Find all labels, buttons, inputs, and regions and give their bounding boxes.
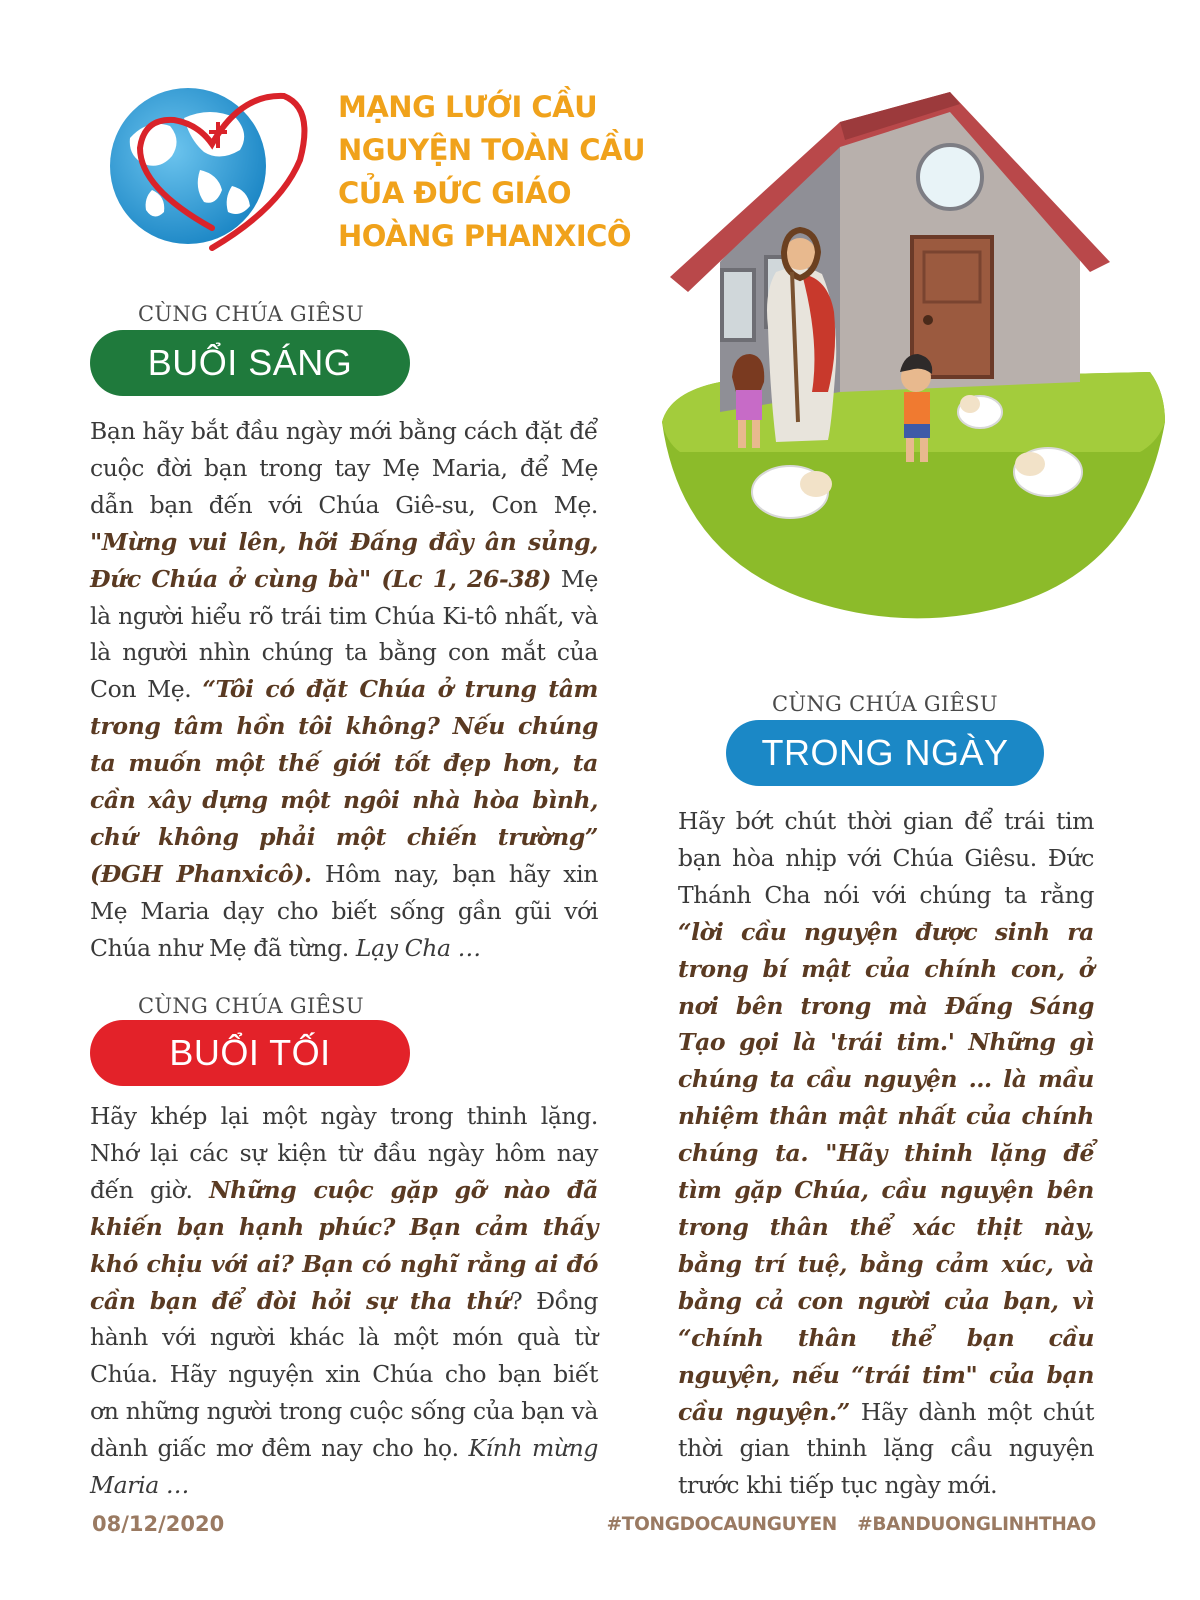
evening-quote: Những cuộc gặp gỡ nào đã khiến bạn hạnh phúc? Bạn cảm thấy khó chịu với ai? Bạn có nghĩ rằng ai đó cần bạn để đòi hỏi sự tha thứ — [90, 1175, 599, 1315]
morning-text: Bạn hãy bắt đầu ngày mới bằng cách đặt để cuộc đời bạn trong tay Mẹ Maria, để Mẹ dẫn bạn đến với Chúa Giê-su, Con Mẹ. — [90, 417, 598, 519]
globe-heart-logo-icon — [100, 78, 315, 258]
day-text: Hãy bớt chút thời gian để trái tim bạn hòa nhịp với Chúa Giêsu. Đức Thánh Cha nói với chúng ta rằng — [678, 807, 1094, 909]
day-kicker: CÙNG CHÚA GIÊSU — [772, 692, 998, 716]
morning-quote: "Mừng vui lên, hỡi Đấng đầy ân sủng, Đức Chúa ở cùng bà" (Lc 1, 26-38) — [90, 527, 598, 593]
hashtag: #BANDUONGLINHTHAO — [857, 1514, 1096, 1535]
jesus-house-illustration — [660, 92, 1170, 632]
footer-hashtags — [593, 1514, 1096, 1535]
org-title-line: NGUYỆN TOÀN CẦU — [338, 133, 646, 167]
day-label-pill: TRONG NGÀY — [726, 720, 1044, 786]
org-title-line: MẠNG LƯỚI CẦU — [338, 90, 598, 124]
morning-kicker: CÙNG CHÚA GIÊSU — [138, 302, 364, 326]
evening-text: ? Đồng hành với người khác là một món quà từ Chúa. Hãy nguyện xin Chúa cho bạn biết ơn những người trong cuộc sống của bạn và dành giấc mơ đêm nay cho họ. — [90, 1286, 598, 1463]
org-title-line: HOÀNG PHANXICÔ — [338, 219, 632, 253]
evening-label-pill: BUỔI TỐI — [90, 1020, 410, 1086]
morning-quote: “Tôi có đặt Chúa ở trung tâm trong tâm hồn tôi không? Nếu chúng ta muốn một thế giới tốt đẹp hơn, ta cần xây dựng một ngôi nhà hòa bình, chứ không phải một chiến trường” (ĐGH Phanxicô). — [90, 675, 598, 888]
morning-prayer: Lạy Cha … — [355, 933, 481, 962]
hashtag: #TONGDOCAUNGUYEN — [606, 1514, 837, 1535]
evening-prayer: Kính mừng Maria … — [90, 1434, 598, 1500]
evening-text: Hãy khép lại một ngày trong thinh lặng. Nhớ lại các sự kiện từ đầu ngày hôm nay đến giờ. — [90, 1102, 598, 1204]
morning-paragraph — [90, 413, 598, 967]
organization-title — [338, 86, 678, 258]
org-title-line: CỦA ĐỨC GIÁO — [338, 176, 571, 210]
day-quote: “lời cầu nguyện được sinh ra trong bí mật của chính con, ở nơi bên trong mà Đấng Sáng Tạo gọi là 'trái tim.' Những gì chúng ta cầu nguyện … là mầu nhiệm thân mật nhất của chính chúng ta. "Hãy thinh lặng để tìm gặp Chúa, cầu nguyện bên trong thân thể xác thịt này, bằng trí tuệ, bằng cảm xúc, và bằng cả con người của bạn, vì “chính thân thể bạn cầu nguyện, nếu “trái tim" của bạn cầu nguyện.” — [678, 917, 1094, 1426]
day-text: Hãy dành một chút thời gian thinh lặng cầu nguyện trước khi tiếp tục ngày mới. — [678, 1397, 1094, 1500]
evening-paragraph — [90, 1098, 598, 1504]
morning-text: Hôm nay, bạn hãy xin Mẹ Maria dạy cho biết sống gần gũi với Chúa như Mẹ đã từng. — [90, 859, 598, 962]
day-paragraph — [678, 803, 1094, 1504]
morning-label-pill: BUỔI SÁNG — [90, 330, 410, 396]
evening-kicker: CÙNG CHÚA GIÊSU — [138, 994, 364, 1018]
morning-text: Mẹ là người hiểu rõ trái tim Chúa Ki-tô nhất, và là người nhìn chúng ta bằng con mắt của Con Mẹ. — [90, 564, 598, 704]
footer-date: 08/12/2020 — [92, 1512, 225, 1536]
